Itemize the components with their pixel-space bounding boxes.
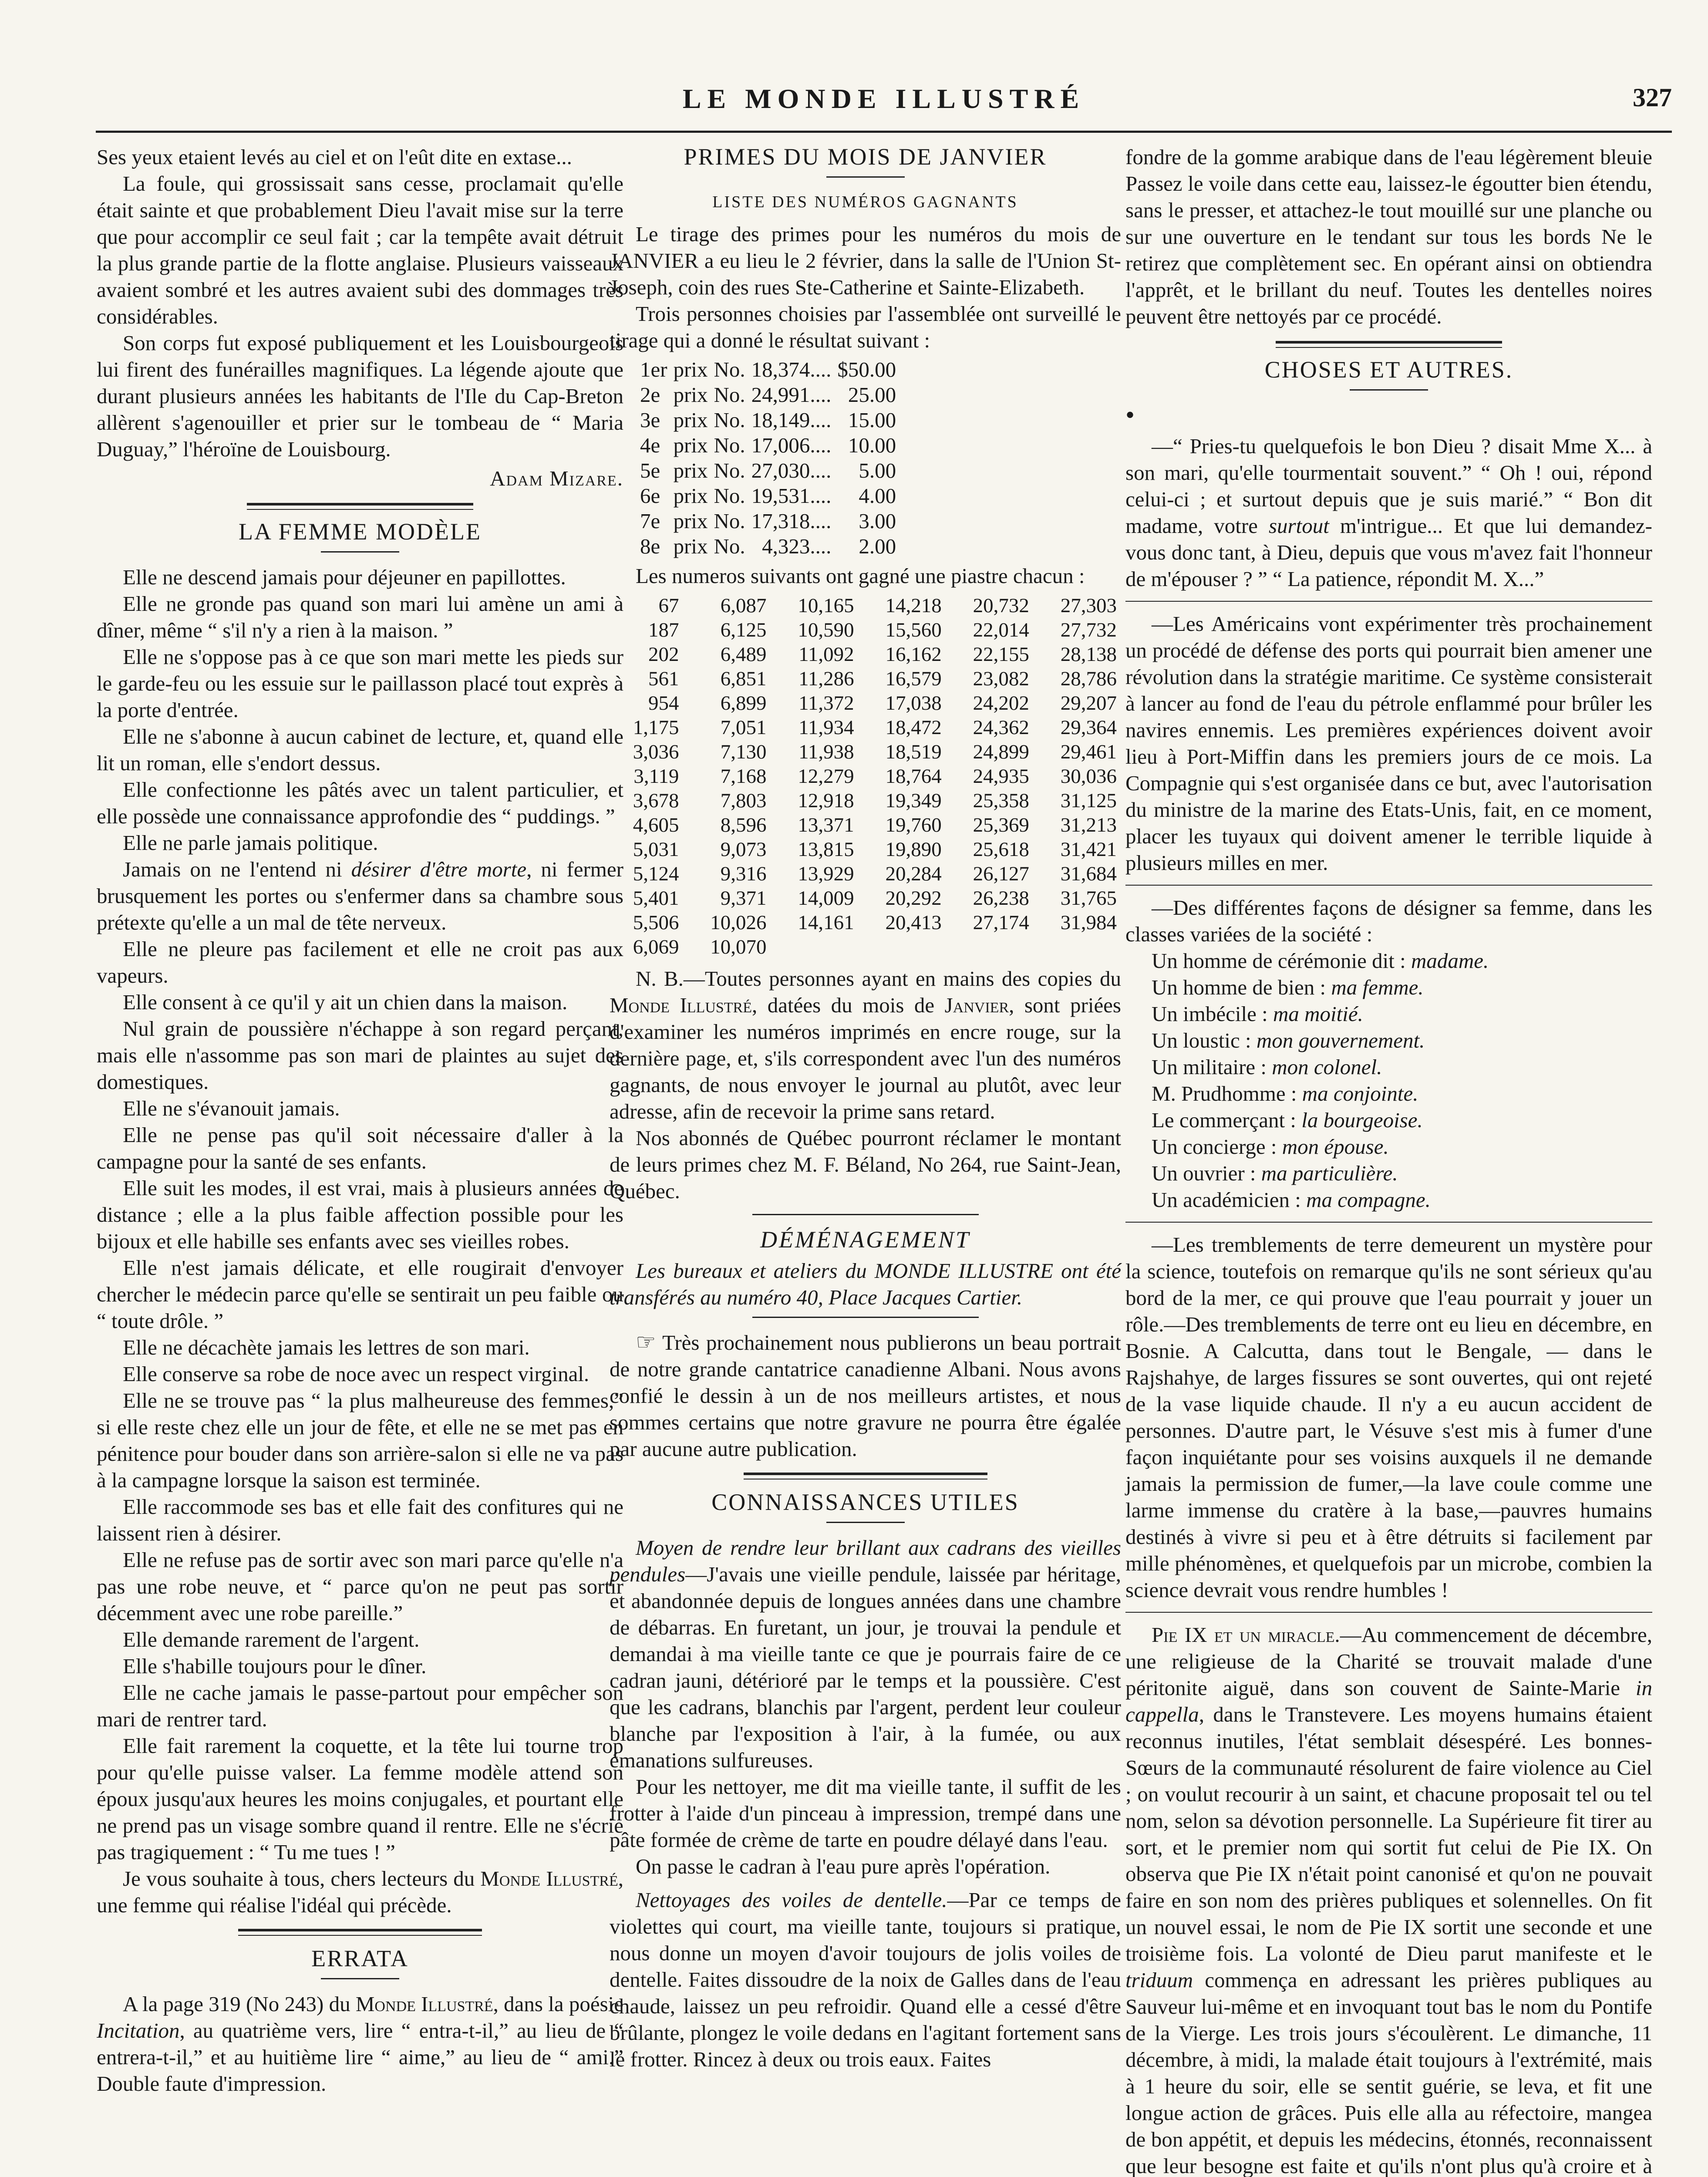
winning-number: 13,929	[798, 863, 854, 885]
winning-number	[946, 935, 1034, 959]
column-left	[97, 144, 623, 2097]
text-run: —Par ce temps de violettes qui court, ma vieille tante, toujours si pratique, nous donne un moyen d'avoir toujours de jolis voiles de dentelle. Faites dissoudre de la noix de Galles dans de l'eau chaude, laissez un peu refroidir. Quand elle a cessé d'être brûlante, plongez le voile dedans en l'agitant fortement sans le frotter. Rincez à deux ou trois eaux. Faites	[610, 1888, 1122, 2071]
winning-number: 31,765	[1060, 887, 1117, 910]
paragraph: Les numeros suivants ont gagné une piastre chacun :	[636, 564, 1085, 588]
list-item	[1152, 1080, 1652, 1107]
title-rule	[321, 1978, 399, 1979]
designation-term: ma moitié.	[1273, 1002, 1363, 1026]
prize-word: prix	[673, 433, 708, 457]
section-divider	[752, 1317, 979, 1318]
prize-table	[640, 357, 902, 559]
winning-number: 6,899	[720, 692, 767, 714]
table-row	[610, 691, 1121, 715]
author-signature: Adam Mizare.	[490, 466, 623, 490]
paragraph: Elle ne pleure pas facilement et elle ne croit pas aux vapeurs.	[97, 937, 623, 987]
paragraph: Elle fait rarement la coquette, et la tête lui tourne trop pour qu'elle puisse valser. La femme modèle attend son époux jusqu'aux heures les moins conjugales, et pourtant elle ne prend pas un visage sombre quand il rentre. Elle ne s'écrie pas tragiquement : “ Tu me tues ! ”	[97, 1734, 623, 1864]
table-row	[610, 593, 1121, 618]
winning-number: 7,130	[720, 741, 767, 763]
paragraph	[1125, 433, 1652, 592]
paragraph: Trois personnes choisies par l'assemblée ont surveillé le tirage qui a donné le résultat suivant :	[610, 302, 1121, 352]
item-rule	[1125, 885, 1652, 886]
table-row	[610, 935, 1121, 959]
designations-list	[1152, 947, 1652, 1213]
winning-number: 24,899	[973, 741, 1029, 763]
text-run: , datées du mois de	[752, 993, 945, 1017]
paragraph	[610, 1887, 1121, 2073]
winning-numbers-table	[610, 593, 1121, 959]
italic-text: Incitation	[97, 2019, 180, 2042]
prize-rank: 8e	[640, 534, 660, 558]
text-run: —J'avais une vieille pendule, laissée par héritage, et abandonnée depuis de longues années dans une chambre de débarras. En furetant, un jour, je trouvai la pendule et demandai à ma vieille tante ce que je pourrais faire de ce cadran jauni, détérioré par le temps et la poussière. C'est que les cadrans, blanchis par l'argent, perdent leur couleur blanche par l'exposition à l'air, à la fumée, ou aux émanations sulfureuses.	[610, 1562, 1121, 1772]
designation-who: Un imbécile :	[1152, 1002, 1273, 1026]
paragraph: Elle ne se trouve pas “ la plus malheureuse des femmes,” si elle reste chez elle un jour de fête, et elle ne se met pas en pénitence pour bouder dans son arrière-salon si elle ne va pas à la campagne lorsque la saison est terminée.	[97, 1388, 623, 1492]
prize-amount: 4.00	[859, 484, 896, 508]
paragraph: Elle demande rarement de l'argent.	[123, 1628, 420, 1651]
prize-word: prix	[673, 458, 708, 482]
list-item	[1152, 1027, 1652, 1054]
winning-number: 8,596	[720, 814, 767, 836]
list-item	[1152, 1133, 1652, 1160]
winning-number: 19,349	[885, 789, 942, 812]
winning-number: 13,371	[798, 814, 854, 836]
paragraph: Le tirage des primes pour les numéros du mois de JANVIER a eu lieu le 2 février, dans la salle de l'Union St-Joseph, coin des rues Ste-Catherine et Sainte-Elizabeth.	[610, 222, 1121, 299]
winning-number: 6,125	[720, 619, 767, 641]
designation-who: Un académicien :	[1152, 1188, 1307, 1212]
winning-number: 25,358	[973, 789, 1029, 812]
item-rule	[1125, 601, 1652, 602]
designation-who: M. Prudhomme :	[1152, 1082, 1302, 1105]
paragraph: Les bureaux et ateliers du MONDE ILLUSTRE ont été transférés au numéro 40, Place Jacques Cartier.	[610, 1259, 1121, 1309]
winning-number: 25,369	[973, 814, 1029, 836]
winning-number: 7,803	[720, 789, 767, 812]
paragraph: Elle ne parle jamais politique.	[123, 831, 378, 855]
prize-rank: 4e	[640, 433, 660, 457]
text-run: , ni fermer brusquement les portes ou s'enfermer dans sa chambre sous prétexte qu'elle a un mal de tête nerveux.	[97, 857, 623, 934]
title-rule	[826, 176, 905, 178]
prize-no: No.	[714, 433, 745, 457]
paragraph: Elle conserve sa robe de noce avec un respect virginal.	[123, 1362, 590, 1386]
winning-number: 25,618	[973, 838, 1029, 861]
italic-text: surtout	[1268, 514, 1329, 538]
prize-num: 24,991....	[751, 383, 832, 407]
prize-rank: 1er	[640, 357, 667, 381]
text-run: Je vous souhaite à tous, chers lecteurs du	[123, 1867, 481, 1891]
winning-number: 9,316	[720, 863, 767, 885]
paragraph	[97, 856, 623, 936]
table-row	[610, 910, 1121, 935]
text-run: A la page 319 (No 243) du	[123, 1992, 356, 2016]
paragraph: Elle consent à ce qu'il y ait un chien dans la maison.	[123, 990, 568, 1014]
paragraph: Ses yeux etaient levés au ciel et on l'eût dite en extase...	[97, 145, 572, 169]
designation-term: mon colonel.	[1272, 1055, 1382, 1079]
prize-row	[640, 534, 902, 559]
small-caps-text: Monde Illustré	[480, 1867, 618, 1891]
winning-number: 27,174	[973, 911, 1029, 934]
table-row	[610, 667, 1121, 691]
table-row	[610, 642, 1121, 667]
prize-row	[640, 483, 902, 509]
winning-number: 6,489	[720, 643, 767, 666]
winning-number: 1,175	[633, 716, 679, 739]
italic-text: triduum	[1125, 1968, 1193, 1992]
winning-number: 20,413	[885, 911, 942, 934]
winning-number: 26,127	[973, 863, 1029, 885]
designation-term: mon gouvernement.	[1256, 1028, 1425, 1052]
italic-text: désirer d'être morte	[351, 857, 527, 881]
table-row	[610, 837, 1121, 862]
winning-number: 19,890	[885, 838, 942, 861]
section-title: PRIMES DU MOIS DE JANVIER	[684, 144, 1047, 170]
paragraph	[610, 965, 1121, 1125]
prize-amount: 5.00	[859, 458, 896, 482]
prize-word: prix	[673, 484, 708, 508]
small-caps-text: Monde Illustré	[355, 1992, 493, 2016]
paragraph: Elle s'habille toujours pour le dîner.	[123, 1654, 427, 1678]
paragraph: Elle ne s'oppose pas à ce que son mari mette les pieds sur le garde-feu ou les essuie sur le paillasson placé tout exprès à la porte d'entrée.	[97, 645, 623, 722]
designation-who: Un concierge :	[1152, 1135, 1282, 1159]
prize-row	[640, 433, 902, 458]
paragraph	[610, 1534, 1121, 1773]
item-rule	[1125, 1222, 1652, 1223]
winning-number: 22,155	[973, 643, 1029, 666]
winning-number: 24,362	[973, 716, 1029, 739]
paragraph: Nos abonnés de Québec pourront réclamer le montant de leurs primes chez M. F. Béland, No 264, rue Saint-Jean, Québec.	[610, 1126, 1121, 1203]
winning-number: 10,165	[798, 594, 854, 617]
winning-number: 11,938	[798, 741, 854, 763]
prize-amount: 15.00	[848, 408, 896, 432]
italic-text: Nettoyages des voiles de dentelle.	[636, 1888, 947, 1912]
prize-no: No.	[714, 458, 745, 482]
table-row	[610, 715, 1121, 740]
section-title: CONNAISSANCES UTILES	[711, 1489, 1019, 1515]
paragraph: Elle ne descend jamais pour déjeuner en papillottes.	[123, 565, 566, 589]
paragraph: —Les Américains vont expérimenter très prochainement un procédé de défense des ports qui pourrait bien amener une révolution dans la stratégie maritime. Ce système consisterait à lancer au fond de l'eau du pétrole enflammé pour brûler les navires ennemis. Les premières expériences doivent avoir lieu à Port-Miffin dans les premiers jours de ce mois. La Compagnie qui s'est organisée dans ce but, avec l'autorisation du ministre de la marine des Etats-Unis, fait, en ce moment, placer les tuyaux qui doivent amener le terrible liquide à plusieurs milles en mer.	[1125, 612, 1652, 875]
winning-number: 28,786	[1060, 667, 1117, 690]
prize-rank: 3e	[640, 408, 660, 432]
list-item	[1152, 1054, 1652, 1080]
winning-number: 31,984	[1060, 911, 1117, 934]
title-rule	[826, 1522, 905, 1523]
item-rule	[1125, 1612, 1652, 1613]
winning-number: 954	[648, 692, 679, 714]
winning-number: 5,401	[633, 887, 679, 910]
small-caps-text: Pie IX et un miracle.	[1152, 1623, 1340, 1647]
winning-number: 18,519	[885, 741, 942, 763]
prize-rank: 6e	[640, 484, 660, 508]
prize-num: 17,006....	[751, 433, 832, 457]
winning-number: 31,213	[1060, 814, 1117, 836]
paragraph: Elle ne pense pas qu'il soit nécessaire d'aller à la campagne pour la santé de ses enfants.	[97, 1123, 623, 1173]
paragraph: —Des différentes façons de désigner sa femme, dans les classes variées de la société :	[1125, 896, 1652, 946]
winning-number: 3,678	[633, 789, 679, 812]
paragraph: Elle n'est jamais délicate, et elle rougirait d'envoyer chercher le médecin parce qu'elle se sentirait un peu faible ou “ toute drôle. ”	[97, 1256, 623, 1333]
section-title: LA FEMME MODÈLE	[239, 519, 482, 545]
winning-number: 13,815	[798, 838, 854, 861]
winning-number: 7,051	[720, 716, 767, 739]
section-divider	[247, 503, 473, 510]
list-item	[1152, 1107, 1652, 1133]
title-rule	[1350, 389, 1428, 391]
winning-number: 16,579	[885, 667, 942, 690]
table-row	[610, 618, 1121, 642]
winning-number: 28,138	[1060, 643, 1117, 666]
winning-number: 9,073	[720, 838, 767, 861]
italic-text: in cappella	[1125, 1676, 1652, 1726]
pointing-hand-icon: ☞	[636, 1330, 656, 1355]
designation-who: Un militaire :	[1152, 1055, 1272, 1079]
prize-row	[640, 458, 902, 483]
winning-number	[859, 935, 946, 959]
winning-number: 12,279	[798, 765, 854, 788]
paragraph	[97, 1991, 623, 2097]
table-row	[610, 764, 1121, 789]
designation-term: ma compagne.	[1306, 1188, 1431, 1212]
prize-amount: $50.00	[837, 357, 896, 381]
winning-number: 15,560	[885, 619, 942, 641]
list-item	[1152, 974, 1652, 1001]
section-title: DÉMÉNAGEMENT	[760, 1227, 970, 1253]
winning-number	[1034, 935, 1121, 959]
winning-number: 6,851	[720, 667, 767, 690]
winning-number: 27,732	[1060, 619, 1117, 641]
text-run: Très prochainement nous publierons un beau portrait de notre grande cantatrice canadienne Albani. Nous avons confié le dessin à un de nos meilleurs artistes, et nous sommes certains que notre gravure ne pourra être égalée par aucune autre publication.	[610, 1331, 1121, 1461]
section-title: ERRATA	[311, 1945, 409, 1971]
prize-amount: 10.00	[848, 433, 896, 457]
winning-number: 18,472	[885, 716, 942, 739]
paragraph: Elle ne s'abonne à aucun cabinet de lecture, et, quand elle lit un roman, elle s'endort dessus.	[97, 725, 623, 775]
winning-number: 4,605	[633, 814, 679, 836]
table-row	[610, 789, 1121, 813]
italic-text: Moyen de rendre leur brillant aux cadrans des vieilles pendules	[610, 1536, 1121, 1586]
designation-who: Le commerçant :	[1152, 1108, 1302, 1132]
designation-term: la bourgeoise.	[1301, 1108, 1423, 1132]
winning-number: 31,421	[1060, 838, 1117, 861]
winning-number: 187	[648, 619, 679, 641]
small-caps-text: Monde Illustré	[610, 993, 752, 1017]
page-title: LE MONDE ILLUSTRÉ	[682, 83, 1085, 114]
winning-number: 16,162	[885, 643, 942, 666]
prize-no: No.	[714, 357, 745, 381]
winning-number: 5,031	[633, 838, 679, 861]
prize-num: 4,323....	[762, 534, 832, 558]
prize-word: prix	[673, 534, 708, 558]
winning-number: 10,590	[798, 619, 854, 641]
winning-number: 23,082	[973, 667, 1029, 690]
designation-who: Un loustic :	[1152, 1028, 1257, 1052]
column-middle	[610, 144, 1121, 2073]
prize-row	[640, 382, 902, 408]
bullet-mark: •	[1125, 401, 1135, 429]
prize-amount: 25.00	[848, 383, 896, 407]
winning-number: 31,684	[1060, 863, 1117, 885]
text-run: , dans la poésie	[493, 1992, 624, 2016]
paragraph: Pour les nettoyer, me dit ma vieille tante, il suffit de les frotter à l'aide d'un pinceau à impression, trempé dans une pâte formée de crème de tarte en poudre délayé dans l'eau.	[610, 1775, 1121, 1852]
winning-number: 561	[648, 667, 679, 690]
text-run: , dans le Transtevere. Les moyens humains étaient reconnus inutiles, l'état semblait désespéré. Les bonnes-Sœurs de la communauté résolurent de faire violence au Ciel ; on voulut recourir à un saint, et chacune proposait tel ou tel nom, selon sa dévotion personnelle. La Supérieure fit tirer au sort, et le premier nom qui sortit fut celui de Pie IX. On observa que Pie IX n'était point canonisé et qu'on ne pouvait faire en son nom des prières publiques et solennelles. On fit un nouvel essai, le nom de Pie IX sortit une seconde et une troisième fois. La volonté de Dieu parut manifeste et le	[1125, 1702, 1652, 1965]
prize-num: 18,149....	[751, 408, 832, 432]
text-run: —“ Pries-tu quelquefois le bon Dieu ? disait Mme X... à son mari, qu'elle tourmentait souvent.” “ Oh ! oui, répond celui-ci ; et surtout depuis que je suis marié.” “ Bon dit madame, votre	[1125, 434, 1652, 538]
winning-number: 14,218	[885, 594, 942, 617]
designation-who: Un homme de cérémonie dit :	[1152, 949, 1411, 973]
text-run: N. B.—Toutes personnes ayant en mains des copies du	[636, 967, 1121, 991]
section-divider	[744, 1473, 987, 1479]
winning-number: 18,764	[885, 765, 942, 788]
paragraph: Elle suit les modes, il est vrai, mais à plusieurs années de distance ; elle a la plus faible affection possible pour les bijoux et elle habille ses enfants avec ses vieilles robes.	[97, 1176, 623, 1253]
winning-number: 22,014	[973, 619, 1029, 641]
prize-num: 27,030....	[751, 458, 832, 482]
paragraph: Elle ne cache jamais le passe-partout pour empêcher son mari de rentrer tard.	[97, 1681, 623, 1731]
winning-number: 29,207	[1060, 692, 1117, 714]
paragraph: Elle confectionne les pâtés avec un talent particulier, et elle possède une connaissance approfondie des “ puddings. ”	[97, 778, 623, 828]
winning-number: 9,371	[720, 887, 767, 910]
winning-number: 19,760	[885, 814, 942, 836]
designation-term: mon épouse.	[1282, 1135, 1389, 1159]
winning-number: 10,070	[710, 936, 767, 958]
winning-number: 31,125	[1060, 789, 1117, 812]
text-run: Jamais on ne l'entend ni	[123, 857, 351, 881]
designation-term: madame.	[1411, 949, 1489, 973]
winning-number: 24,935	[973, 765, 1029, 788]
paragraph: fondre de la gomme arabique dans de l'eau légèrement bleuie Passez le voile dans cette eau, laissez-le égoutter bien étendu, sans le presser, et attachez-le tout mouillé sur une planche ou sur une ouverture en le tendant sur tous les bords Ne le retirez que complètement sec. En opérant ainsi on obtiendra l'apprêt, et le brillant du neuf. Toutes les dentelles noires peuvent être nettoyés par ce procédé.	[1125, 145, 1652, 328]
text-run: —Au commencement de décembre, une religieuse de la Charité se trouvait malade d'une péritonite aiguë, dans son couvent de Sainte-Marie	[1125, 1623, 1652, 1700]
winning-number: 6,087	[720, 594, 767, 617]
prize-row	[640, 509, 902, 534]
prize-no: No.	[714, 534, 745, 558]
list-item	[1152, 1001, 1652, 1027]
paragraph: La foule, qui grossissait sans cesse, proclamait qu'elle était sainte et que probablement Dieu l'avait mise sur la terre que pour accomplir ce seul fait ; car la tempête avait détruit la plus grande partie de la flotte anglaise. Plusieurs vaisseaux avaient sombré et les autres avaient subi des dommages très considérables.	[97, 172, 623, 328]
winning-number: 6,069	[633, 936, 679, 958]
prize-word: prix	[673, 509, 708, 533]
paragraph: Elle raccommode ses bas et elle fait des confitures qui ne laissent rien à désirer.	[97, 1495, 623, 1545]
winning-number: 17,038	[885, 692, 942, 714]
designation-term: ma conjointe.	[1302, 1082, 1418, 1105]
prize-amount: 3.00	[859, 509, 896, 533]
list-item	[1152, 1186, 1652, 1213]
winning-number: 14,009	[798, 887, 854, 910]
section-divider	[1276, 341, 1502, 348]
section-divider	[238, 1929, 482, 1936]
prize-no: No.	[714, 509, 745, 533]
prize-row	[640, 357, 902, 382]
prize-num: 19,531....	[751, 484, 832, 508]
small-caps-text: Janvier	[944, 993, 1009, 1017]
prize-word: prix	[673, 408, 708, 432]
winning-number: 3,119	[633, 765, 679, 788]
winning-number: 11,092	[798, 643, 854, 666]
winning-number: 27,303	[1060, 594, 1117, 617]
winning-number: 20,292	[885, 887, 942, 910]
prize-no: No.	[714, 484, 745, 508]
text-run: commença en adressant les prières publiques au Sauveur lui-même et en invoquant tout bas le nom du Pontife de la Vierge. Les trois jours s'écoulèrent. Le dimanche, 11 décembre, à midi, la malade était toujours à l'extrémité, mais à 1 heure du soir, elle se sentit guérie, se leva, et fit une longue action de grâces. Puis elle alla au réfectoire, mangea de bon appétit, et depuis les médecins, étonnés, reconnaissent que leur besogne est faite et qu'ils n'ont plus qu'à croire et à	[1125, 1968, 1652, 2177]
list-item	[1152, 1160, 1652, 1186]
table-row	[610, 813, 1121, 837]
prize-rank: 5e	[640, 458, 660, 482]
paragraph: Elle ne refuse pas de sortir avec son mari parce qu'elle n'a pas une robe neuve, et “ parce qu'on ne peut pas sortir décemment avec une robe pareille.”	[97, 1548, 623, 1625]
prize-num: 18,374....	[751, 357, 832, 381]
winning-number: 30,036	[1060, 765, 1117, 788]
paragraph: —Les tremblements de terre demeurent un mystère pour la science, toutefois on remarque qu'ils ne sont sérieux qu'au bord de la mer, ce qui prouve que l'eau pourrait y jouer un rôle.—Des tremblements de terre ont eu lieu en décembre, en Bosnie. A Calcutta, dans tout le Bengale, — dans le Rajshahye, de larges fissures se sont ouvertes, qui ont rejeté de la vase liquide chaude. Il n'y a eu aucun accident de personnes. D'autre part, le Vésuve s'est mis à fumer d'une façon inquiétante pour ses voisins auxquels il ne demande jamais la permission de fumer,—la lave coule comme une larme immense du cratère à la base,—pauvres humains destinés à vivre si peu et à être détruits si facilement par mille phénomènes, et quelquefois par un microbe, combien la science devrait vous rendre humbles !	[1125, 1233, 1652, 1602]
prize-word: prix	[673, 357, 708, 381]
text-run: , une femme qui réalise l'idéal qui précède.	[97, 1867, 623, 1917]
winning-number: 10,026	[710, 911, 767, 934]
paragraph: Elle ne décachète jamais les lettres de son mari.	[123, 1335, 530, 1359]
list-item	[1152, 947, 1652, 974]
winning-number: 29,461	[1060, 741, 1117, 763]
winning-number: 26,238	[973, 887, 1029, 910]
column-right	[1125, 144, 1652, 2177]
paragraph	[1125, 1621, 1652, 2177]
table-row	[610, 862, 1121, 886]
designation-who: Un ouvrier :	[1152, 1161, 1261, 1185]
winning-number: 5,124	[633, 863, 679, 885]
paragraph: On passe le cadran à l'eau pure après l'opération.	[636, 1854, 1051, 1878]
prize-no: No.	[714, 408, 745, 432]
designation-term: ma femme.	[1331, 975, 1424, 999]
winning-number	[771, 935, 859, 959]
paragraph: Elle ne s'évanouit jamais.	[123, 1096, 340, 1120]
table-row	[610, 886, 1121, 910]
winning-number: 20,284	[885, 863, 942, 885]
designation-term: ma particulière.	[1261, 1161, 1398, 1185]
winning-number: 12,918	[798, 789, 854, 812]
paragraph	[610, 1329, 1121, 1462]
winning-number: 7,168	[720, 765, 767, 788]
section-divider	[752, 1214, 979, 1215]
prize-no: No.	[714, 383, 745, 407]
paragraph: Nul grain de poussière n'échappe à son regard perçant, mais elle n'assomme pas son mari de plaintes au sujet des domestiques.	[97, 1017, 623, 1094]
winning-number: 20,732	[973, 594, 1029, 617]
text-run: , sont priées d'examiner les numéros imprimés en encre rouge, sur la dernière page, et, s'ils correspondent avec l'un des numéros gagnants, de nous envoyer le journal au plutôt, avec leur adresse, afin de recevoir la prime sans retard.	[610, 993, 1122, 1123]
page-number: 327	[1633, 83, 1672, 112]
text-run: m'intrigue... Et que lui demandez-vous donc tant, à Dieu, depuis que vous m'avez fait l'honneur de m'épouser ? ” “ La patience, répondit M. X...”	[1125, 514, 1652, 591]
paragraph: Elle ne gronde pas quand son mari lui amène un ami à dîner, même “ s'il n'y a rien à la maison. ”	[97, 592, 623, 642]
winning-number: 11,372	[798, 692, 854, 714]
section-title: CHOSES ET AUTRES.	[1264, 357, 1513, 383]
winning-number: 14,161	[798, 911, 854, 934]
masthead	[96, 65, 1672, 133]
text-run: , au quatrième vers, lire “ entra-t-il,” au lieu de “ entrera-t-il,” et au huitième lire “ aime,” au lieu de “ ami.” Double faute d'impression.	[97, 2019, 623, 2096]
winning-number: 11,934	[798, 716, 854, 739]
paragraph	[97, 1865, 623, 1918]
winning-number: 5,506	[633, 911, 679, 934]
winning-number: 202	[648, 643, 679, 666]
table-row	[610, 740, 1121, 764]
designation-who: Un homme de bien :	[1152, 975, 1331, 999]
winning-number: 29,364	[1060, 716, 1117, 739]
title-rule	[321, 551, 399, 553]
winning-number: 3,036	[633, 741, 679, 763]
prize-num: 17,318....	[751, 509, 832, 533]
prize-row	[640, 408, 902, 433]
prize-word: prix	[673, 383, 708, 407]
section-subtitle: LISTE DES NUMÉROS GAGNANTS	[712, 193, 1018, 211]
winning-number: 24,202	[973, 692, 1029, 714]
prize-rank: 2e	[640, 383, 660, 407]
winning-number: 67	[658, 594, 679, 617]
winning-number: 11,286	[798, 667, 854, 690]
prize-rank: 7e	[640, 509, 660, 533]
prize-amount: 2.00	[859, 534, 896, 558]
paragraph: Son corps fut exposé publiquement et les Louisbourgeois lui firent des funérailles magnifiques. La légende ajoute que durant plusieurs années les habitants de l'Ile du Cap-Breton allèrent s'agenouiller et prier sur le tombeau de “ Maria Duguay,” l'héroïne de Louisbourg.	[97, 331, 623, 461]
